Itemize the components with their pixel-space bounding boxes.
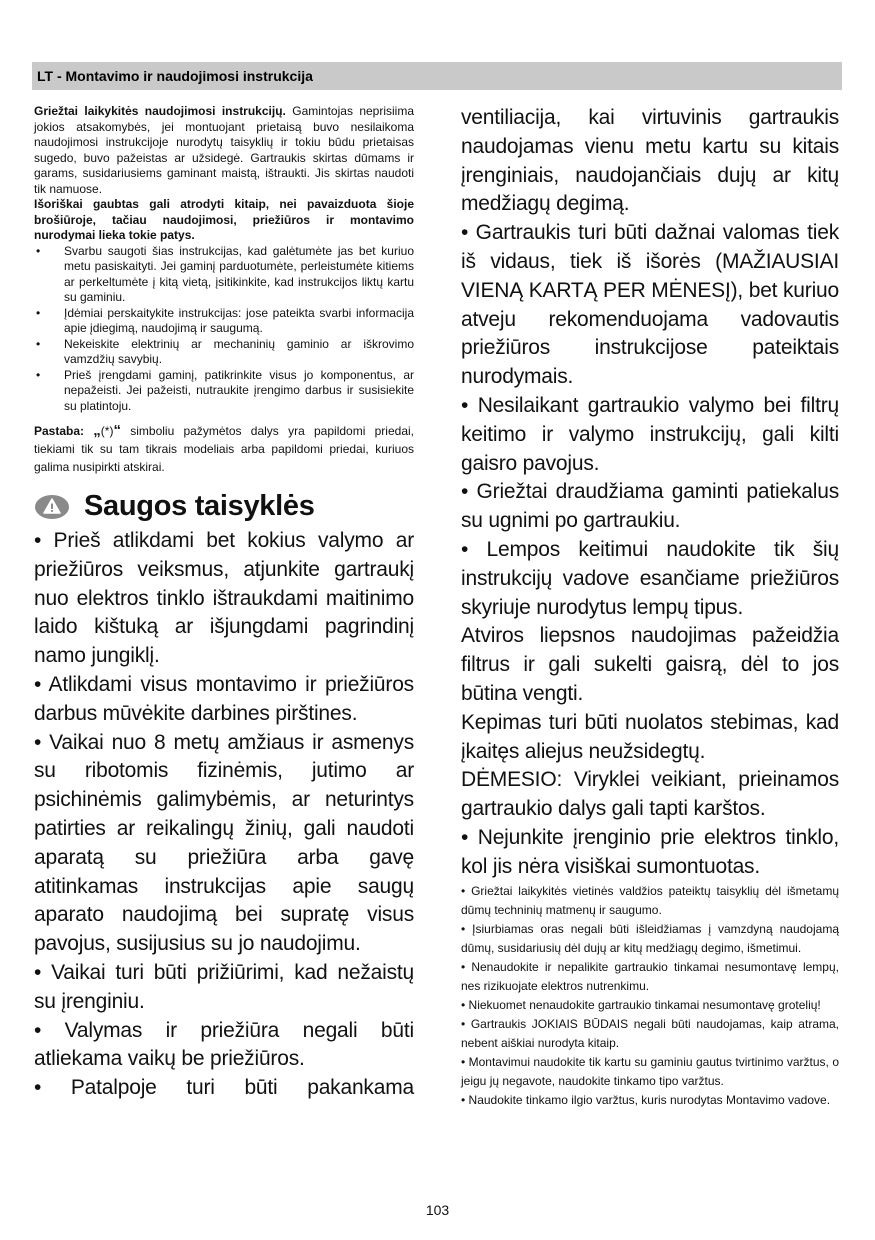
safety-heading	[34, 490, 414, 523]
safety-small-item: • Niekuomet nenaudokite gartraukio tinkamai nesumontavę grotelių!	[461, 997, 821, 1012]
safety-title: Saugos taisyklės	[84, 490, 315, 522]
safety-paragraph: DĖMESIO: Viryklei veikiant, prieinamos gartraukio dalys gali tapti karštos.	[461, 768, 839, 821]
page-number: 103	[425, 1202, 450, 1218]
intro-bullet: • Svarbu saugoti šias instrukcijas, kad galėtumėte jas bet kuriuo metu pasiskaityti. Jei gaminį parduotumėte, perleistumėte kitiems ar perkeltumėte į kitą vietą, įsitikinkite, kad instrukcijos liktų kartu su gaminiu.	[34, 244, 414, 306]
safety-small-item: • Griežtai laikykitės vietinės valdžios pateiktų taisyklių dėl išmetamų dūmų techninių matmenų ir saugumo.	[461, 883, 839, 917]
safety-paragraph: • Vaikai turi būti prižiūrimi, kad nežaistų su įrenginiu.	[34, 960, 414, 1013]
safety-paragraph: ventiliacija, kai virtuvinis gartraukis naudojamas vienu metu kartu su kitais įrenginiais, naudojančiais dujų ar kitų medžiagų degimą.	[461, 106, 839, 216]
safety-paragraph: • Gartraukis turi būti dažnai valomas tiek iš vidaus, tiek iš išorės (MAŽIAUSIAI VIENĄ KARTĄ PER MĖNESĮ), bet kuriuo atveju rekomenduojama vadovautis priežiūros instrukcijose pateiktais nurodymais.	[461, 221, 839, 389]
intro-paragraph	[34, 104, 414, 197]
right-column	[461, 104, 839, 1110]
intro-bullet: • Įdėmiai perskaitykite instrukcijas: jose pateikta svarbi informacija apie įdiegimą, naudojimą ir saugumą.	[34, 306, 414, 337]
safety-paragraph: • Lempos keitimui naudokite tik šių instrukcijų vadove esančiame priežiūros skyriuje nurodytus lempų tipus.	[461, 537, 839, 619]
safety-paragraph: • Valymas ir priežiūra negali būti atliekama vaikų be priežiūros.	[34, 1018, 414, 1071]
safety-paragraph: • Patalpoje turi būti pakankama	[34, 1076, 414, 1100]
intro-bullet: • Prieš įrengdami gaminį, patikrinkite visus jo komponentus, ar nepažeisti. Jei pažeisti, nutraukite įrengimo darbus ir susisiekite su platintoju.	[34, 368, 414, 415]
safety-small-item: • Nenaudokite ir nepalikite gartraukio tinkamai nesumontavę lempų, nes rizikuojate elektros nutrenkimu.	[461, 959, 839, 993]
intro-block	[34, 104, 414, 244]
intro-bullet-list	[34, 244, 414, 415]
safety-paragraph: Atviros liepsnos naudojimas pažeidžia filtrus ir gali sukelti gaisrą, dėl to jos būtina vengti.	[461, 624, 839, 705]
safety-right-text	[461, 104, 839, 882]
safety-paragraph: • Atlikdami visus montavimo ir priežiūros darbus mūvėkite darbines pirštines.	[34, 672, 414, 725]
section-header-title: LT - Montavimo ir naudojimosi instrukcija	[37, 68, 313, 84]
safety-small-item: • Gartraukis JOKIAIS BŪDAIS negali būti naudojamas, kaip atrama, nebent aiškiai nurodyta kitaip.	[461, 1016, 839, 1050]
warning-icon	[34, 494, 70, 520]
note-symbol: (*)	[100, 424, 114, 438]
note-paragraph	[34, 422, 414, 476]
safety-paragraph: • Prieš atlikdami bet kokius valymo ar priežiūros veiksmus, atjunkite gartraukį nuo elektros tinklo ištraukdami maitinimo laido kištuką ar išjungdami pagrindinį namo jungiklį.	[34, 529, 414, 668]
safety-paragraph: Kepimas turi būti nuolatos stebimas, kad įkaitęs aliejus neužsidegtų.	[461, 710, 839, 763]
safety-small-item: • Naudokite tinkamo ilgio varžtus, kuris nurodytas Montavimo vadove.	[461, 1092, 831, 1107]
section-header-bar	[32, 62, 842, 90]
safety-small-item: • Montavimui naudokite tik kartu su gaminiu gautus tvirtinimo varžtus, o jeigu jų negavote, naudokite tinkamo tipo varžtus.	[461, 1054, 839, 1088]
intro-lead-rest: Gamintojas neprisiima jokios atsakomybės, jei montuojant prietaisą buvo nesilaikoma naudojimosi instrukcijoje nurodytų taisyklių ir tokiu būdu prietaisas sugedo, buvo pažeistas ar užsidegė. Gartraukis skirtas dūmams ir garams, susidariusiems gaminant maistą, ištraukti. Jis skirtas naudoti tik namuose.	[34, 104, 415, 196]
note-label: Pastaba:	[34, 424, 85, 438]
safety-left-text	[34, 527, 414, 1103]
safety-small-list	[461, 882, 839, 1110]
intro-bold-paragraph: Išoriškai gaubtas gali atrodyti kitaip, nei pavaizduota šioje brošiūroje, tačiau naudojimosi, priežiūros ir montavimo nurodymai lieka tokie patys.	[34, 197, 414, 242]
left-column	[34, 104, 414, 1103]
safety-small-item: • Įsiurbiamas oras negali būti išleidžiamas į vamzdyną naudojamą dūmų, susidariusių dėl dujų ar kitų medžiagų degimo, išmetimui.	[461, 921, 839, 955]
note-close-quote: “	[113, 422, 121, 439]
intro-bold-lead: Griežtai laikykitės naudojimosi instrukcijų.	[34, 104, 286, 118]
safety-paragraph: • Griežtai draudžiama gaminti patiekalus su ugnimi po gartraukiu.	[461, 480, 839, 533]
safety-paragraph: • Nejunkite įrenginio prie elektros tinklo, kol jis nėra visiškai sumontuotas.	[461, 825, 839, 878]
note-text: simboliu pažymėtos dalys yra papildomi priedai, tiekiami tik su tam tikrais modeliais arba papildomi priedai, kuriuos galima nusipirkti atskirai.	[34, 424, 414, 474]
safety-paragraph: • Vaikai nuo 8 metų amžiaus ir asmenys su ribotomis fizinėmis, jutimo ar psichinėmis galimybėmis, ar neturintys patirties ar reikalingų žinių, gali naudoti aparatą su priežiūra arba gavę atitinkamas instrukcijas apie saugų aparato naudojimą bei supratę visus pavojus, susijusius su jo naudojimu.	[34, 730, 414, 956]
safety-paragraph: • Nesilaikant gartraukio valymo bei filtrų keitimo ir valymo instrukcijų, gali kilti gaisro pavojus.	[461, 393, 839, 475]
intro-bullet: • Nekeiskite elektrinių ar mechaninių gaminio ar iškrovimo vamzdžių savybių.	[34, 337, 414, 368]
note-open-quote: „	[93, 422, 101, 439]
